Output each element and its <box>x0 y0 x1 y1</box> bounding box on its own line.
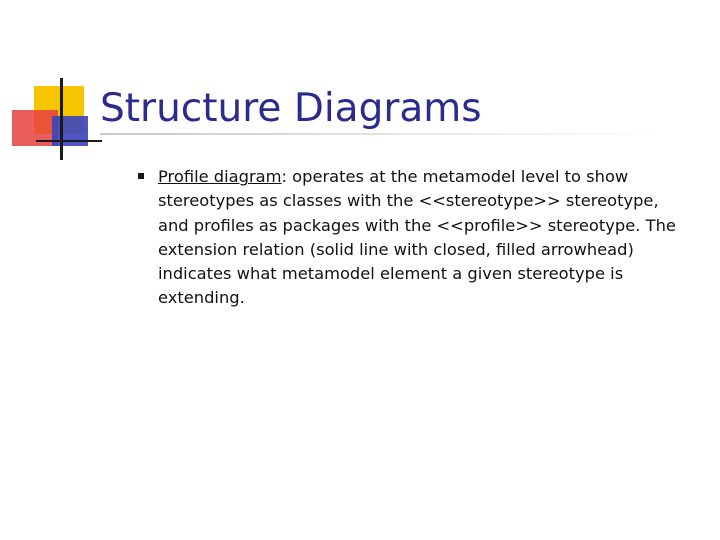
slide-title: Structure Diagrams <box>100 86 482 131</box>
decorative-logo <box>0 0 110 170</box>
square-bullet-icon <box>138 173 144 179</box>
title-underline-rule <box>100 133 668 135</box>
logo-horizontal-line <box>36 140 102 142</box>
bullet-description: : operates at the metamodel level to show stereotypes as classes with the <<stereotype>> stereotype, and profiles as packages with the <<profile>> stereotype. The extension relation (solid line with closed, filled arrowhead) indicates what metamodel element a given stereotype is extending. <box>158 167 676 308</box>
bullet-text <box>158 167 676 307</box>
bullet-list <box>132 165 692 311</box>
bullet-item <box>132 165 692 311</box>
logo-vertical-line <box>60 78 63 160</box>
bullet-term: Profile diagram <box>158 167 282 186</box>
